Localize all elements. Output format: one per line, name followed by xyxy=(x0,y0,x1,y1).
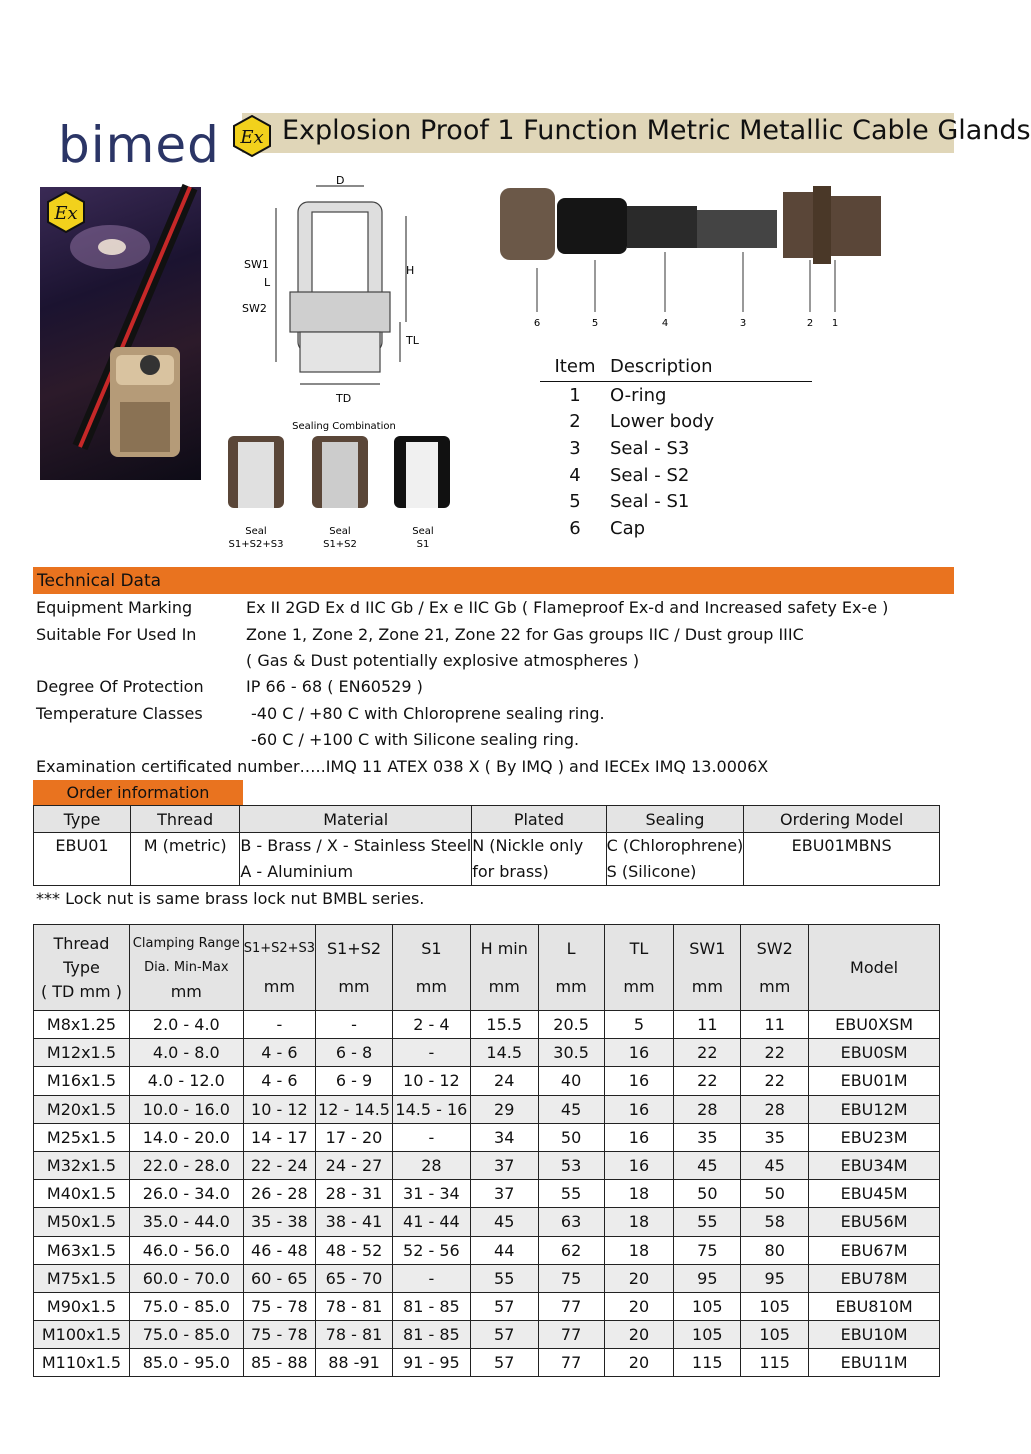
cell-s1-s2: 6 - 9 xyxy=(316,1067,393,1095)
cell-thread: M50x1.5 xyxy=(34,1208,130,1236)
header-l: L mm xyxy=(538,925,604,1011)
protection-value: IP 66 - 68 ( EN60529 ) xyxy=(246,677,423,696)
cell-sw1: 35 xyxy=(674,1123,741,1151)
cell-clamping-range: 85.0 - 95.0 xyxy=(129,1349,243,1377)
cell-sw1: 105 xyxy=(674,1321,741,1349)
cell-sw2: 22 xyxy=(741,1039,809,1067)
cell-l: 63 xyxy=(538,1208,604,1236)
suitable-for-label: Suitable For Used In xyxy=(36,625,197,644)
cell-s1: 31 - 34 xyxy=(392,1180,470,1208)
sealing-combination-diagram xyxy=(220,416,480,556)
cell-model: EBU0SM xyxy=(809,1039,940,1067)
svg-text:6: 6 xyxy=(533,318,541,329)
cell-s1-s2-s3: 35 - 38 xyxy=(243,1208,315,1236)
item-table-header xyxy=(540,356,812,382)
cell-h-min: 37 xyxy=(470,1180,538,1208)
cell-h-min: 44 xyxy=(470,1236,538,1264)
cell-tl: 16 xyxy=(604,1039,674,1067)
cell-s1-s2-s3: - xyxy=(243,1011,315,1039)
cell-thread: M8x1.25 xyxy=(34,1011,130,1039)
table-row xyxy=(34,1039,940,1067)
cell-tl: 16 xyxy=(604,1095,674,1123)
suitable-for-value-note: ( Gas & Dust potentially explosive atmospheres ) xyxy=(246,651,640,670)
cell-sw2: 28 xyxy=(741,1095,809,1123)
cell-h-min: 37 xyxy=(470,1151,538,1179)
header-s1-s2: S1+S2 mm xyxy=(316,925,393,1011)
cell-clamping-range: 46.0 - 56.0 xyxy=(129,1236,243,1264)
svg-text:S1+S2: S1+S2 xyxy=(323,539,357,550)
item-row xyxy=(540,488,812,515)
cell-sw1: 95 xyxy=(674,1264,741,1292)
item-description: Lower body xyxy=(610,411,715,433)
item-description: Cap xyxy=(610,517,646,539)
cell-thread: M20x1.5 xyxy=(34,1095,130,1123)
cell-s1-s2: - xyxy=(316,1011,393,1039)
lock-nut-note: *** Lock nut is same brass lock nut BMBL series. xyxy=(36,889,425,908)
svg-text:H: H xyxy=(406,264,415,277)
cell-l: 40 xyxy=(538,1067,604,1095)
cell-sw2: 45 xyxy=(741,1151,809,1179)
order-type-cell: EBU01 xyxy=(34,833,131,886)
cell-sw2: 115 xyxy=(741,1349,809,1377)
cell-model: EBU10M xyxy=(809,1321,940,1349)
cell-s1-s2-s3: 85 - 88 xyxy=(243,1349,315,1377)
cell-thread: M40x1.5 xyxy=(34,1180,130,1208)
cell-s1-s2-s3: 26 - 28 xyxy=(243,1180,315,1208)
header-thread-type: Thread Type ( TD mm ) xyxy=(34,925,130,1011)
item-row xyxy=(540,409,812,436)
header-s1-s2-s3: S1+S2+S3 mm xyxy=(243,925,315,1011)
order-information-title: Order information xyxy=(33,780,243,805)
temperature-value-chloroprene: -40 C / +80 C with Chloroprene sealing ring. xyxy=(251,704,605,723)
cell-l: 77 xyxy=(538,1321,604,1349)
cell-l: 53 xyxy=(538,1151,604,1179)
temperature-label: Temperature Classes xyxy=(36,704,203,723)
cell-tl: 20 xyxy=(604,1264,674,1292)
cell-l: 50 xyxy=(538,1123,604,1151)
cell-s1-s2-s3: 4 - 6 xyxy=(243,1067,315,1095)
cell-sw2: 80 xyxy=(741,1236,809,1264)
item-description: Seal - S3 xyxy=(610,437,690,459)
order-header-ordering-model: Ordering Model xyxy=(744,806,940,833)
svg-text:TD: TD xyxy=(336,392,352,405)
cell-l: 55 xyxy=(538,1180,604,1208)
cell-tl: 20 xyxy=(604,1349,674,1377)
svg-text:SW2: SW2 xyxy=(242,302,267,315)
cell-thread: M75x1.5 xyxy=(34,1264,130,1292)
cell-s1-s2-s3: 4 - 6 xyxy=(243,1039,315,1067)
cell-tl: 16 xyxy=(604,1151,674,1179)
temperature-value-silicone: -60 C / +100 C with Silicone sealing ring. xyxy=(251,730,580,749)
item-number: 6 xyxy=(569,517,581,539)
cell-thread: M90x1.5 xyxy=(34,1292,130,1320)
dimension-diagram xyxy=(240,172,440,412)
cell-clamping-range: 14.0 - 20.0 xyxy=(129,1123,243,1151)
cell-s1-s2-s3: 10 - 12 xyxy=(243,1095,315,1123)
technical-data-band xyxy=(33,567,954,594)
svg-text:1: 1 xyxy=(831,318,839,329)
header-sw1: SW1 mm xyxy=(674,925,741,1011)
cell-h-min: 45 xyxy=(470,1208,538,1236)
ex-hexagon-icon xyxy=(230,114,274,158)
cell-tl: 16 xyxy=(604,1067,674,1095)
cell-sw2: 58 xyxy=(741,1208,809,1236)
cell-sw1: 55 xyxy=(674,1208,741,1236)
table-row xyxy=(34,1067,940,1095)
cell-s1-s2-s3: 46 - 48 xyxy=(243,1236,315,1264)
cell-s1: 28 xyxy=(392,1151,470,1179)
item-row xyxy=(540,462,812,489)
cell-model: EBU56M xyxy=(809,1208,940,1236)
item-number: 3 xyxy=(569,437,581,459)
cell-model: EBU810M xyxy=(809,1292,940,1320)
cell-h-min: 15.5 xyxy=(470,1011,538,1039)
table-row xyxy=(34,1264,940,1292)
cell-s1: 91 - 95 xyxy=(392,1349,470,1377)
cell-s1-s2-s3: 75 - 78 xyxy=(243,1292,315,1320)
equipment-marking-label: Equipment Marking xyxy=(36,598,193,617)
cell-sw1: 28 xyxy=(674,1095,741,1123)
svg-text:3: 3 xyxy=(739,318,747,329)
description-header: Description xyxy=(610,356,713,377)
cell-tl: 20 xyxy=(604,1292,674,1320)
equipment-marking-value: Ex II 2GD Ex d IIC Gb / Ex e IIC Gb ( Flameproof Ex-d and Increased safety Ex-e ) xyxy=(246,598,889,617)
svg-text:Seal: Seal xyxy=(412,526,434,537)
cell-clamping-range: 2.0 - 4.0 xyxy=(129,1011,243,1039)
cell-l: 75 xyxy=(538,1264,604,1292)
order-plated-cell: N (Nickle only for brass) xyxy=(472,833,606,886)
cell-clamping-range: 75.0 - 85.0 xyxy=(129,1321,243,1349)
svg-text:SW1: SW1 xyxy=(244,258,269,271)
cell-thread: M16x1.5 xyxy=(34,1067,130,1095)
order-header-material: Material xyxy=(240,806,472,833)
cell-tl: 18 xyxy=(604,1180,674,1208)
item-header: Item xyxy=(554,356,596,377)
cell-model: EBU78M xyxy=(809,1264,940,1292)
cell-model: EBU23M xyxy=(809,1123,940,1151)
item-row xyxy=(540,515,812,542)
cell-model: EBU34M xyxy=(809,1151,940,1179)
cell-l: 20.5 xyxy=(538,1011,604,1039)
order-header-thread: Thread xyxy=(130,806,239,833)
cell-clamping-range: 75.0 - 85.0 xyxy=(129,1292,243,1320)
table-row xyxy=(34,1349,940,1377)
item-row xyxy=(540,435,812,462)
cell-thread: M100x1.5 xyxy=(34,1321,130,1349)
cell-thread: M32x1.5 xyxy=(34,1151,130,1179)
table-row xyxy=(34,1011,940,1039)
cell-s1-s2-s3: 75 - 78 xyxy=(243,1321,315,1349)
order-header-plated: Plated xyxy=(472,806,606,833)
suitable-for-value: Zone 1, Zone 2, Zone 21, Zone 22 for Gas groups IIC / Dust group IIIC xyxy=(246,625,804,644)
cell-clamping-range: 60.0 - 70.0 xyxy=(129,1264,243,1292)
cell-clamping-range: 22.0 - 28.0 xyxy=(129,1151,243,1179)
cell-s1-s2: 78 - 81 xyxy=(316,1292,393,1320)
cell-thread: M110x1.5 xyxy=(34,1349,130,1377)
cell-s1-s2: 38 - 41 xyxy=(316,1208,393,1236)
cell-sw1: 75 xyxy=(674,1236,741,1264)
cell-l: 77 xyxy=(538,1292,604,1320)
cell-h-min: 34 xyxy=(470,1123,538,1151)
order-sealing-cell: C (Chlorophrene) S (Silicone) xyxy=(606,833,744,886)
table-row xyxy=(34,1151,940,1179)
cell-h-min: 14.5 xyxy=(470,1039,538,1067)
table-row xyxy=(34,1208,940,1236)
cell-sw2: 105 xyxy=(741,1321,809,1349)
item-number: 1 xyxy=(569,384,581,406)
cell-l: 30.5 xyxy=(538,1039,604,1067)
cell-model: EBU45M xyxy=(809,1180,940,1208)
cell-s1: 52 - 56 xyxy=(392,1236,470,1264)
cell-h-min: 57 xyxy=(470,1349,538,1377)
cell-tl: 5 xyxy=(604,1011,674,1039)
header-h-min: H min mm xyxy=(470,925,538,1011)
cell-s1: - xyxy=(392,1039,470,1067)
table-row xyxy=(34,1236,940,1264)
item-description: Seal - S2 xyxy=(610,464,690,486)
cell-s1: 81 - 85 xyxy=(392,1292,470,1320)
header-tl: TL mm xyxy=(604,925,674,1011)
cell-s1-s2-s3: 22 - 24 xyxy=(243,1151,315,1179)
svg-text:D: D xyxy=(336,174,345,187)
order-header-sealing: Sealing xyxy=(606,806,744,833)
svg-text:L: L xyxy=(264,276,271,289)
cell-h-min: 57 xyxy=(470,1292,538,1320)
cell-sw1: 22 xyxy=(674,1039,741,1067)
svg-text:TL: TL xyxy=(406,334,419,347)
technical-data-title: Technical Data xyxy=(37,571,162,591)
cell-sw2: 95 xyxy=(741,1264,809,1292)
cell-l: 45 xyxy=(538,1095,604,1123)
cell-model: EBU12M xyxy=(809,1095,940,1123)
protection-label: Degree Of Protection xyxy=(36,677,204,696)
header-sw2: SW2 mm xyxy=(741,925,809,1011)
svg-text:5: 5 xyxy=(591,318,599,329)
table-row xyxy=(34,1292,940,1320)
cell-tl: 20 xyxy=(604,1321,674,1349)
header-s1: S1 mm xyxy=(392,925,470,1011)
cell-model: EBU11M xyxy=(809,1349,940,1377)
header-clamping-range: Clamping Range Dia. Min-Max mm xyxy=(129,925,243,1011)
cell-clamping-range: 35.0 - 44.0 xyxy=(129,1208,243,1236)
cell-h-min: 29 xyxy=(470,1095,538,1123)
cell-h-min: 24 xyxy=(470,1067,538,1095)
cell-l: 62 xyxy=(538,1236,604,1264)
cell-s1-s2: 65 - 70 xyxy=(316,1264,393,1292)
svg-text:S1+S2+S3: S1+S2+S3 xyxy=(228,539,284,550)
svg-text:Seal: Seal xyxy=(329,526,351,537)
page-title: Explosion Proof 1 Function Metric Metallic Cable Glands xyxy=(282,115,1031,146)
cell-s1-s2: 24 - 27 xyxy=(316,1151,393,1179)
cell-s1: 14.5 - 16 xyxy=(392,1095,470,1123)
cell-sw2: 35 xyxy=(741,1123,809,1151)
cell-model: EBU0XSM xyxy=(809,1011,940,1039)
item-number: 4 xyxy=(569,464,581,486)
bimed-logo: bimed xyxy=(58,116,220,174)
cell-s1: 81 - 85 xyxy=(392,1321,470,1349)
item-number: 5 xyxy=(569,491,581,513)
cell-clamping-range: 10.0 - 16.0 xyxy=(129,1095,243,1123)
table-row xyxy=(34,1321,940,1349)
cell-s1: 10 - 12 xyxy=(392,1067,470,1095)
svg-text:Ex: Ex xyxy=(240,127,264,148)
order-material-cell: B - Brass / X - Stainless Steel A - Aluminium xyxy=(240,833,472,886)
certificate-number: Examination certificated number…..IMQ 11 ATEX 038 X ( By IMQ ) and IECEx IMQ 13.0006X xyxy=(36,757,769,776)
cell-clamping-range: 4.0 - 12.0 xyxy=(129,1067,243,1095)
cell-s1-s2: 48 - 52 xyxy=(316,1236,393,1264)
cell-h-min: 55 xyxy=(470,1264,538,1292)
cell-l: 77 xyxy=(538,1349,604,1377)
cell-model: EBU67M xyxy=(809,1236,940,1264)
cell-s1-s2-s3: 14 - 17 xyxy=(243,1123,315,1151)
cell-sw2: 105 xyxy=(741,1292,809,1320)
cell-clamping-range: 4.0 - 8.0 xyxy=(129,1039,243,1067)
exploded-parts-diagram xyxy=(495,180,895,340)
cell-s1-s2-s3: 60 - 65 xyxy=(243,1264,315,1292)
cell-tl: 18 xyxy=(604,1208,674,1236)
svg-text:4: 4 xyxy=(661,318,669,329)
cell-sw1: 105 xyxy=(674,1292,741,1320)
cell-s1: 41 - 44 xyxy=(392,1208,470,1236)
item-description: Seal - S1 xyxy=(610,491,690,513)
cell-s1-s2: 28 - 31 xyxy=(316,1180,393,1208)
cell-s1-s2: 17 - 20 xyxy=(316,1123,393,1151)
cell-s1-s2: 78 - 81 xyxy=(316,1321,393,1349)
svg-text:Seal: Seal xyxy=(245,526,267,537)
cell-sw1: 115 xyxy=(674,1349,741,1377)
order-thread-cell: M (metric) xyxy=(130,833,239,886)
cell-tl: 18 xyxy=(604,1236,674,1264)
ex-badge-photo-icon xyxy=(44,190,88,234)
svg-text:2: 2 xyxy=(806,318,814,329)
cell-s1: 2 - 4 xyxy=(392,1011,470,1039)
order-model-cell: EBU01MBNS xyxy=(744,833,940,886)
cell-thread: M63x1.5 xyxy=(34,1236,130,1264)
cell-sw1: 11 xyxy=(674,1011,741,1039)
cell-tl: 16 xyxy=(604,1123,674,1151)
cell-s1-s2: 6 - 8 xyxy=(316,1039,393,1067)
table-row xyxy=(34,1123,940,1151)
cell-clamping-range: 26.0 - 34.0 xyxy=(129,1180,243,1208)
table-row xyxy=(34,1095,940,1123)
cell-s1-s2: 88 -91 xyxy=(316,1349,393,1377)
svg-text:S1: S1 xyxy=(416,539,430,550)
order-header-type: Type xyxy=(34,806,131,833)
cell-h-min: 57 xyxy=(470,1321,538,1349)
cell-thread: M12x1.5 xyxy=(34,1039,130,1067)
cell-s1: - xyxy=(392,1264,470,1292)
cell-sw1: 45 xyxy=(674,1151,741,1179)
cell-thread: M25x1.5 xyxy=(34,1123,130,1151)
header-model: Model xyxy=(809,925,940,1011)
cell-sw2: 11 xyxy=(741,1011,809,1039)
table-row xyxy=(34,1180,940,1208)
item-description-table xyxy=(540,356,812,542)
dimension-specification-table xyxy=(33,924,940,1377)
item-number: 2 xyxy=(569,411,581,433)
svg-text:Ex: Ex xyxy=(54,203,78,224)
cell-sw1: 22 xyxy=(674,1067,741,1095)
item-row xyxy=(540,382,812,409)
cell-model: EBU01M xyxy=(809,1067,940,1095)
cell-sw2: 22 xyxy=(741,1067,809,1095)
order-information-table xyxy=(33,805,940,886)
cell-s1-s2: 12 - 14.5 xyxy=(316,1095,393,1123)
item-description: O-ring xyxy=(610,384,667,406)
cell-sw1: 50 xyxy=(674,1180,741,1208)
svg-text:Sealing Combination: Sealing Combination xyxy=(292,421,396,432)
cell-sw2: 50 xyxy=(741,1180,809,1208)
cell-s1: - xyxy=(392,1123,470,1151)
